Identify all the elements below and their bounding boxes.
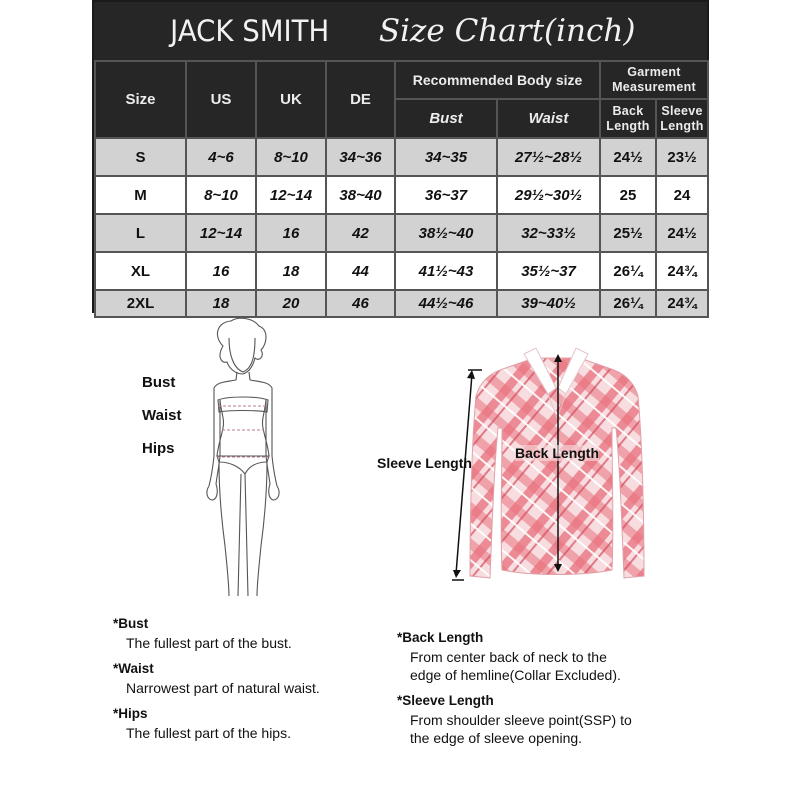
note-desc-waist: Narrowest part of natural waist.: [126, 680, 320, 696]
note-desc-back-length-1: From center back of neck to the: [410, 649, 607, 665]
cell-sleeve-length: 24½: [656, 214, 708, 252]
cell-back-length: 25: [600, 176, 656, 214]
table-row: [95, 176, 708, 214]
cell-bust: 38½~40: [395, 214, 497, 252]
cell-waist: 27½~28½: [497, 138, 600, 176]
note-desc-bust: The fullest part of the bust.: [126, 635, 292, 651]
cell-sleeve-length: 23½: [656, 138, 708, 176]
header-de: DE: [326, 61, 395, 138]
header-back-length: Back Length: [600, 99, 656, 138]
note-term-waist: *Waist: [113, 661, 154, 676]
header-size: Size: [95, 61, 186, 138]
brand-name: JACK SMITH: [169, 14, 329, 48]
cell-de: 44: [326, 252, 395, 290]
cell-back-length: 25½: [600, 214, 656, 252]
title-bar: [94, 2, 707, 60]
cell-de: 46: [326, 290, 395, 317]
table-row: [95, 138, 708, 176]
cell-size: M: [95, 176, 186, 214]
cell-us: 18: [186, 290, 256, 317]
chart-title: Size Chart(inch): [378, 13, 636, 49]
cell-waist: 29½~30½: [497, 176, 600, 214]
cell-us: 16: [186, 252, 256, 290]
shirt-illustration: [462, 348, 672, 588]
note-term-back-length: *Back Length: [397, 630, 484, 645]
cell-size: 2XL: [95, 290, 186, 317]
cell-us: 4~6: [186, 138, 256, 176]
cell-de: 34~36: [326, 138, 395, 176]
cell-bust: 41½~43: [395, 252, 497, 290]
note-desc-back-length-2: edge of hemline(Collar Excluded).: [410, 667, 621, 683]
table-row: [95, 252, 708, 290]
notes-body: [113, 616, 320, 751]
cell-size: S: [95, 138, 186, 176]
back-length-label: Back Length: [515, 445, 600, 461]
header-sleeve-length: Sleeve Length: [656, 99, 708, 138]
notes-garment: [397, 630, 632, 756]
note-term-bust: *Bust: [113, 616, 149, 631]
size-table: [94, 60, 709, 318]
note-desc-sleeve-length-1: From shoulder sleeve point(SSP) to: [410, 712, 632, 728]
cell-bust: 34~35: [395, 138, 497, 176]
body-figure-illustration: [183, 316, 303, 601]
table-row: [95, 290, 708, 317]
cell-back-length: 24½: [600, 138, 656, 176]
label-bust: Bust: [142, 374, 176, 391]
cell-waist: 39~40½: [497, 290, 600, 317]
cell-size: L: [95, 214, 186, 252]
label-hips: Hips: [142, 440, 175, 457]
cell-back-length: 26¼: [600, 290, 656, 317]
cell-bust: 36~37: [395, 176, 497, 214]
cell-uk: 18: [256, 252, 326, 290]
cell-bust: 44½~46: [395, 290, 497, 317]
cell-sleeve-length: 24: [656, 176, 708, 214]
cell-de: 42: [326, 214, 395, 252]
header-body-group: Recommended Body size: [395, 61, 600, 99]
cell-de: 38~40: [326, 176, 395, 214]
cell-size: XL: [95, 252, 186, 290]
body-labels: [142, 374, 181, 473]
cell-uk: 8~10: [256, 138, 326, 176]
sleeve-length-arrow: [450, 368, 490, 583]
cell-back-length: 26¼: [600, 252, 656, 290]
cell-uk: 16: [256, 214, 326, 252]
cell-sleeve-length: 24¾: [656, 290, 708, 317]
cell-uk: 12~14: [256, 176, 326, 214]
cell-us: 8~10: [186, 176, 256, 214]
cell-waist: 32~33½: [497, 214, 600, 252]
note-desc-hips: The fullest part of the hips.: [126, 725, 291, 741]
label-waist: Waist: [142, 407, 182, 424]
header-garment-group: Garment Measurement: [600, 61, 708, 99]
sleeve-length-label: Sleeve Length: [377, 455, 472, 471]
table-row: [95, 214, 708, 252]
cell-waist: 35½~37: [497, 252, 600, 290]
note-desc-sleeve-length-2: the edge of sleeve opening.: [410, 730, 583, 746]
header-uk: UK: [256, 61, 326, 138]
cell-sleeve-length: 24¾: [656, 252, 708, 290]
note-term-sleeve-length: *Sleeve Length: [397, 693, 494, 708]
cell-uk: 20: [256, 290, 326, 317]
header-bust: Bust: [395, 99, 497, 138]
cell-us: 12~14: [186, 214, 256, 252]
note-term-hips: *Hips: [113, 706, 148, 721]
size-chart: [92, 0, 709, 313]
header-waist: Waist: [497, 99, 600, 138]
header-us: US: [186, 61, 256, 138]
